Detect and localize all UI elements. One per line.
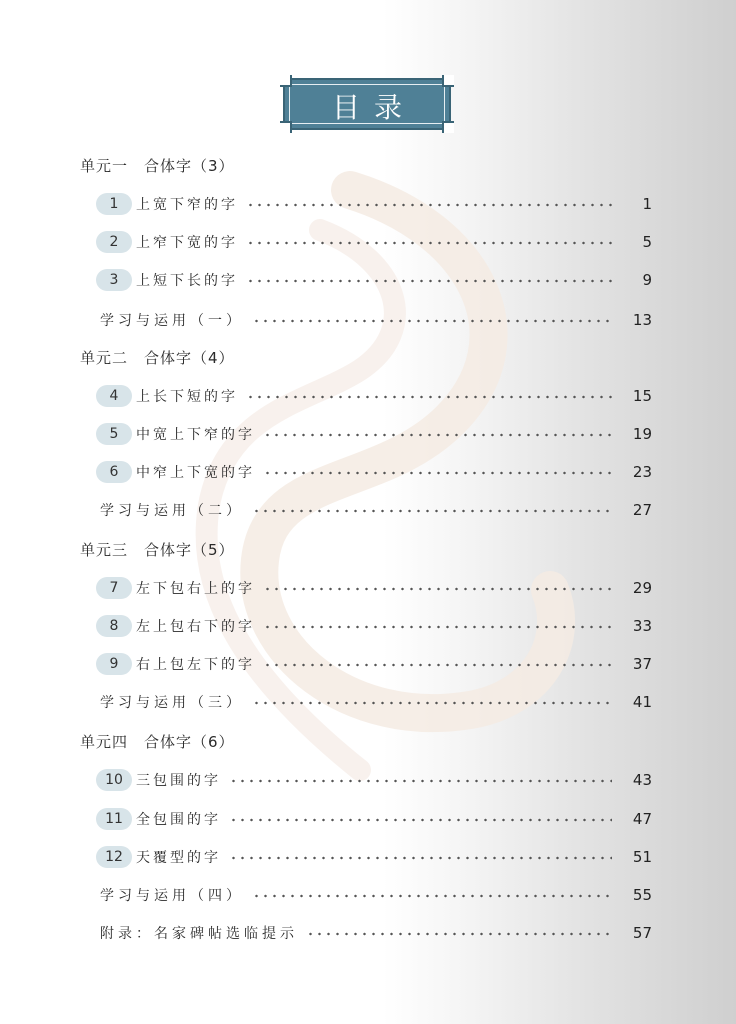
dot-leader [252, 701, 612, 705]
lesson-number-badge: 10 [96, 769, 132, 791]
toc-entry[interactable] [96, 651, 652, 677]
page-number: 9 [642, 271, 652, 289]
dot-leader [246, 241, 612, 245]
page-number: 55 [632, 886, 652, 904]
dot-leader [263, 663, 612, 667]
lesson-number-badge: 4 [96, 385, 132, 407]
lesson-number-badge: 6 [96, 461, 132, 483]
lesson-number-badge: 5 [96, 423, 132, 445]
page-number: 43 [632, 771, 652, 789]
lesson-title: 上窄下宽的字 [136, 235, 238, 251]
page-number: 27 [632, 501, 652, 519]
toc-entry[interactable] [96, 383, 652, 409]
toc-entry[interactable] [96, 613, 652, 639]
toc-entry[interactable] [96, 191, 652, 217]
lesson-title: 上长下短的字 [136, 389, 238, 405]
unit-heading [80, 539, 235, 560]
lesson-number-badge: 11 [96, 808, 132, 830]
dot-leader [252, 319, 612, 323]
lesson-number-badge: 3 [96, 269, 132, 291]
study-title: 学习与运用（二） [100, 503, 244, 519]
appendix-title: 附录：名家碑帖选临提示 [100, 926, 298, 942]
toc-entry[interactable] [96, 267, 652, 293]
dot-leader [229, 818, 612, 822]
lesson-title: 天覆型的字 [136, 850, 221, 866]
dot-leader [263, 433, 612, 437]
lesson-number-badge: 8 [96, 615, 132, 637]
unit-title: 合体字（4） [144, 349, 235, 367]
dot-leader [229, 779, 612, 783]
toc-entry-study[interactable] [96, 497, 652, 523]
lesson-title: 上短下长的字 [136, 273, 238, 289]
dot-leader [263, 625, 612, 629]
toc-title-banner [283, 78, 451, 130]
lesson-number-badge: 2 [96, 231, 132, 253]
toc-entry[interactable] [96, 229, 652, 255]
lesson-title: 左上包右下的字 [136, 619, 255, 635]
page-number: 57 [632, 924, 652, 942]
unit-title: 合体字（5） [144, 541, 235, 559]
page-number: 13 [632, 311, 652, 329]
lesson-number-badge: 7 [96, 577, 132, 599]
toc-entry-study[interactable] [96, 307, 652, 333]
page-number: 37 [632, 655, 652, 673]
toc-entry[interactable] [96, 421, 652, 447]
lesson-number-badge: 9 [96, 653, 132, 675]
unit-title: 合体字（3） [144, 157, 235, 175]
page-number: 5 [642, 233, 652, 251]
page-number: 33 [632, 617, 652, 635]
lesson-title: 左下包右上的字 [136, 581, 255, 597]
dot-leader [306, 932, 612, 936]
study-title: 学习与运用（四） [100, 888, 244, 904]
toc-entry-study[interactable] [96, 882, 652, 908]
page-number: 23 [632, 463, 652, 481]
study-title: 学习与运用（三） [100, 695, 244, 711]
lesson-title: 三包围的字 [136, 773, 221, 789]
dot-leader [246, 395, 612, 399]
toc-entry-study[interactable] [96, 689, 652, 715]
unit-label: 单元一 [80, 157, 129, 175]
page-number: 1 [642, 195, 652, 213]
toc-entry[interactable] [96, 806, 652, 832]
study-title: 学习与运用（一） [100, 313, 244, 329]
toc-entry[interactable] [96, 767, 652, 793]
dot-leader [229, 856, 612, 860]
page-title: 目录 [331, 91, 416, 124]
page-number: 29 [632, 579, 652, 597]
unit-heading [80, 347, 235, 368]
lesson-title: 右上包左下的字 [136, 657, 255, 673]
page-number: 51 [632, 848, 652, 866]
toc-entry[interactable] [96, 575, 652, 601]
lesson-title: 上宽下窄的字 [136, 197, 238, 213]
toc-entry-appendix[interactable] [96, 920, 652, 946]
dot-leader [263, 587, 612, 591]
unit-label: 单元三 [80, 541, 129, 559]
unit-heading [80, 155, 235, 176]
dot-leader [263, 471, 612, 475]
dot-leader [246, 203, 612, 207]
page-number: 19 [632, 425, 652, 443]
dot-leader [252, 509, 612, 513]
unit-heading [80, 731, 235, 752]
unit-label: 单元二 [80, 349, 129, 367]
lesson-title: 全包围的字 [136, 812, 221, 828]
unit-title: 合体字（6） [144, 733, 235, 751]
page-number: 41 [632, 693, 652, 711]
dot-leader [252, 894, 612, 898]
dot-leader [246, 279, 612, 283]
lesson-title: 中宽上下窄的字 [136, 427, 255, 443]
lesson-number-badge: 12 [96, 846, 132, 868]
toc-entry[interactable] [96, 844, 652, 870]
unit-label: 单元四 [80, 733, 129, 751]
toc-entry[interactable] [96, 459, 652, 485]
lesson-number-badge: 1 [96, 193, 132, 215]
page-number: 47 [632, 810, 652, 828]
page-number: 15 [632, 387, 652, 405]
lesson-title: 中窄上下宽的字 [136, 465, 255, 481]
